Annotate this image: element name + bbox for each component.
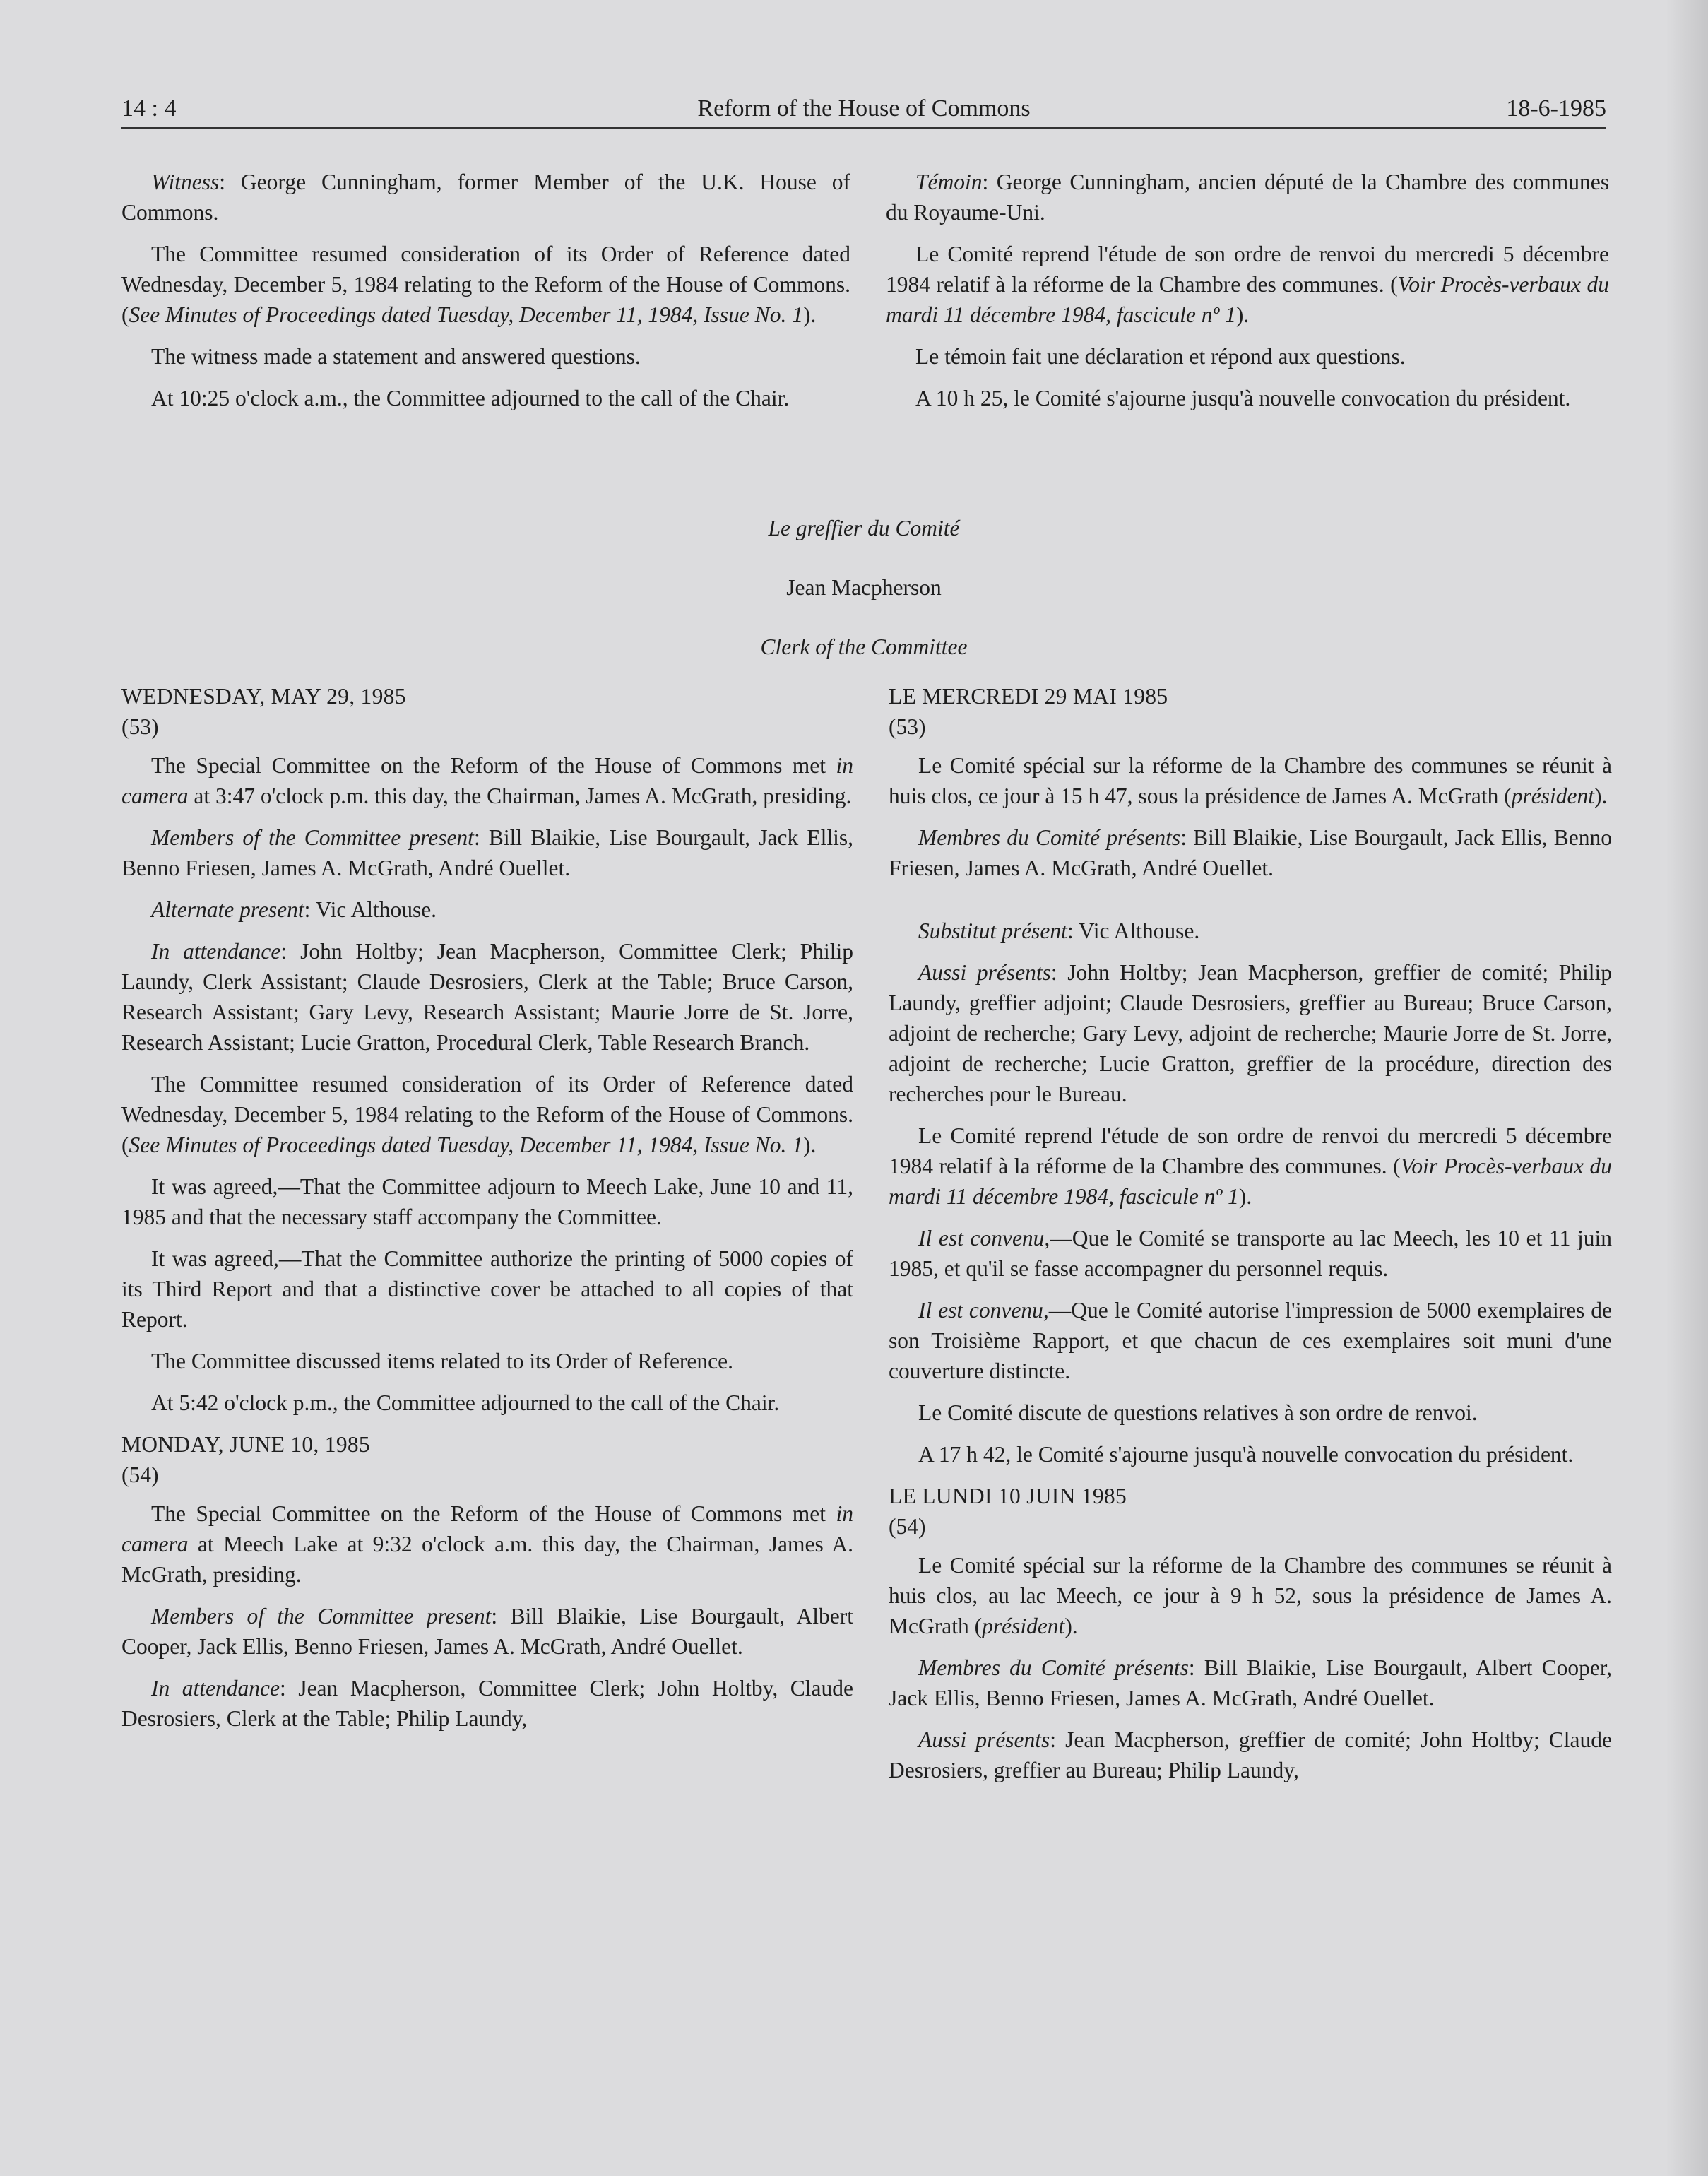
witness-label: Witness	[151, 170, 220, 194]
seance-53-convenu-impression: Il est convenu,—Que le Comité autorise l'impression de 5000 exemplaires de son Troisième Rapport, et que chacun de ces exemplaires soit muni d'une couverture distincte.	[889, 1298, 1612, 1383]
meeting-53-attendance: In attendance: John Holtby; Jean Macpherson, Committee Clerk; Philip Laundy, Clerk Assistant; Claude Desrosiers, Clerk at the Table; Bruce Carson, Research Assistant; Gary Levy, Research Assistant; Maurie Jorre de St. Jorre, Research Assistant; Lucie Gratton, Procedural Clerk, Table Research Branch.	[121, 939, 853, 1055]
meeting-53-number: (53)	[121, 714, 159, 739]
seance-53-discute: Le Comité discute de questions relatives à son ordre de renvoi.	[918, 1400, 1478, 1425]
meeting-54-members: Members of the Committee present: Bill Blaikie, Lise Bourgault, Albert Cooper, Jack Ellis, Benno Friesen, James A. McGrath, André Ouellet.	[121, 1604, 853, 1659]
seance-53-date: LE MERCREDI 29 MAI 1985	[889, 684, 1168, 709]
seance-54-opening: Le Comité spécial sur la réforme de la Chambre des communes se réunit à huis clos, au lac Meech, ce jour à 9 h 52, sous la présidence de James A. McGrath (président).	[889, 1553, 1612, 1638]
seance-53-opening: Le Comité spécial sur la réforme de la Chambre des communes se réunit à huis clos, ce jour à 15 h 47, sous la présidence de James A. McGrath (président).	[889, 753, 1612, 808]
meeting-53-adjourned: At 5:42 o'clock p.m., the Committee adjourned to the call of the Chair.	[151, 1390, 780, 1415]
seance-53-convenu-meech: Il est convenu,—Que le Comité se transporte au lac Meech, les 10 et 11 juin 1985, et qu'il se fasse accompagner du personnel requis.	[889, 1226, 1612, 1281]
meeting-53-date: WEDNESDAY, MAY 29, 1985	[121, 684, 406, 709]
page-number: 14 : 4	[121, 95, 177, 122]
greffier-title: Le greffier du Comité	[768, 516, 960, 540]
meeting-53-agreed-meech: It was agreed,—That the Committee adjourn to Meech Lake, June 10 and 11, 1985 and that the necessary staff accompany the Committee.	[121, 1174, 853, 1229]
proces-verbaux-reference: Voir Procès-verbaux du mardi 11 décembre 1984, fascicule nº 1	[886, 272, 1609, 327]
meeting-53-members: Members of the Committee present: Bill Blaikie, Lise Bourgault, Jack Ellis, Benno Friesen, James A. McGrath, André Ouellet.	[121, 825, 853, 880]
seance-54-aussi-presents: Aussi présents: Jean Macpherson, greffier de comité; John Holtby; Claude Desrosiers, greffier au Bureau; Philip Laundy,	[889, 1727, 1612, 1782]
reprend-paragraph: Le Comité reprend l'étude de son ordre de renvoi du mercredi 5 décembre 1984 relatif à la réforme de la Chambre des communes. (Voir Procès-verbaux du mardi 11 décembre 1984, fascicule nº 1).	[886, 242, 1609, 327]
meetings-french-column	[889, 681, 1612, 1797]
declaration-paragraph: Le témoin fait une déclaration et répond aux questions.	[915, 344, 1406, 369]
seance-53-reprend: Le Comité reprend l'étude de son ordre de renvoi du mercredi 5 décembre 1984 relatif à la réforme de la Chambre des communes. (Voir Procès-verbaux du mardi 11 décembre 1984, fascicule nº 1).	[889, 1123, 1612, 1209]
seance-53-members: Membres du Comité présents: Bill Blaikie, Lise Bourgault, Jack Ellis, Benno Friesen, James A. McGrath, André Ouellet.	[889, 825, 1612, 880]
spacer	[889, 894, 1612, 916]
meeting-54-date: MONDAY, JUNE 10, 1985	[121, 1432, 370, 1457]
witness-paragraph: Witness: George Cunningham, former Member of the U.K. House of Commons.	[121, 170, 850, 225]
meeting-53-opening: The Special Committee on the Reform of the House of Commons met in camera at 3:47 o'clock p.m. this day, the Chairman, James A. McGrath, presiding.	[121, 753, 853, 808]
meetings-english-column	[121, 681, 853, 1745]
top-french-column	[886, 167, 1609, 425]
meeting-54-attendance: In attendance: Jean Macpherson, Committee Clerk; John Holtby, Claude Desrosiers, Clerk at the Table; Philip Laundy,	[121, 1676, 854, 1731]
top-english-column	[121, 167, 850, 425]
seance-54-members: Membres du Comité présents: Bill Blaikie, Lise Bourgault, Albert Cooper, Jack Ellis, Benno Friesen, James A. McGrath, André Ouellet.	[889, 1655, 1612, 1710]
meeting-53-resumed: The Committee resumed consideration of its Order of Reference dated Wednesday, December 5, 1984 relating to the Reform of the House of Commons. (See Minutes of Proceedings dated Tuesday, December 11, 1984, Issue No. 1).	[121, 1072, 853, 1157]
meeting-53-discussed: The Committee discussed items related to its Order of Reference.	[151, 1349, 733, 1373]
issue-date: 18-6-1985	[1506, 95, 1606, 122]
seance-53-ajourne: A 17 h 42, le Comité s'ajourne jusqu'à nouvelle convocation du président.	[918, 1442, 1574, 1467]
publication-title: Reform of the House of Commons	[697, 95, 1031, 122]
statement-paragraph: The witness made a statement and answered questions.	[151, 344, 641, 369]
clerk-signature-block	[121, 513, 1606, 668]
ajourne-paragraph: A 10 h 25, le Comité s'ajourne jusqu'à nouvelle convocation du président.	[915, 386, 1571, 410]
seance-53-aussi-presents: Aussi présents: John Holtby; Jean Macpherson, greffier de comité; Philip Laundy, greffier adjoint; Claude Desrosiers, greffier au Bureau; Bruce Carson, adjoint de recherche; Gary Levy, adjoint de recherche; Maurie Jorre de St. Jorre, adjoint de recherche; Lucie Gratton, greffier de la procédure, direction des recherches pour le Bureau.	[889, 960, 1613, 1106]
clerk-name: Jean Macpherson	[786, 575, 942, 600]
page-edge-shadow	[1666, 0, 1708, 2176]
resumed-paragraph: The Committee resumed consideration of its Order of Reference dated Wednesday, December 5, 1984 relating to the Reform of the House of Commons. (See Minutes of Proceedings dated Tuesday, December 11, 1984, Issue No. 1).	[121, 242, 850, 327]
seance-54-date: LE LUNDI 10 JUIN 1985	[889, 1484, 1127, 1508]
seance-54-number: (54)	[889, 1514, 926, 1539]
seance-53-number: (53)	[889, 714, 926, 739]
clerk-title: Clerk of the Committee	[760, 634, 968, 659]
meeting-54-opening: The Special Committee on the Reform of the House of Commons met in camera at Meech Lake at 9:32 o'clock a.m. this day, the Chairman, James A. McGrath, presiding.	[121, 1501, 853, 1587]
running-header	[121, 90, 1606, 129]
temoin-label: Témoin	[915, 170, 983, 194]
meeting-53-alternate: Alternate present: Vic Althouse.	[151, 897, 437, 922]
minutes-reference: See Minutes of Proceedings dated Tuesday, December 11, 1984, Issue No. 1	[129, 302, 803, 327]
adjourned-paragraph: At 10:25 o'clock a.m., the Committee adjourned to the call of the Chair.	[151, 386, 790, 410]
meeting-54-number: (54)	[121, 1462, 159, 1487]
temoin-paragraph: Témoin: George Cunningham, ancien député de la Chambre des communes du Royaume-Uni.	[886, 170, 1609, 225]
meeting-53-agreed-printing: It was agreed,—That the Committee authorize the printing of 5000 copies of its Third Report and that a distinctive cover be attached to all copies of that Report.	[121, 1246, 853, 1332]
seance-53-substitut: Substitut présent: Vic Althouse.	[918, 918, 1200, 943]
